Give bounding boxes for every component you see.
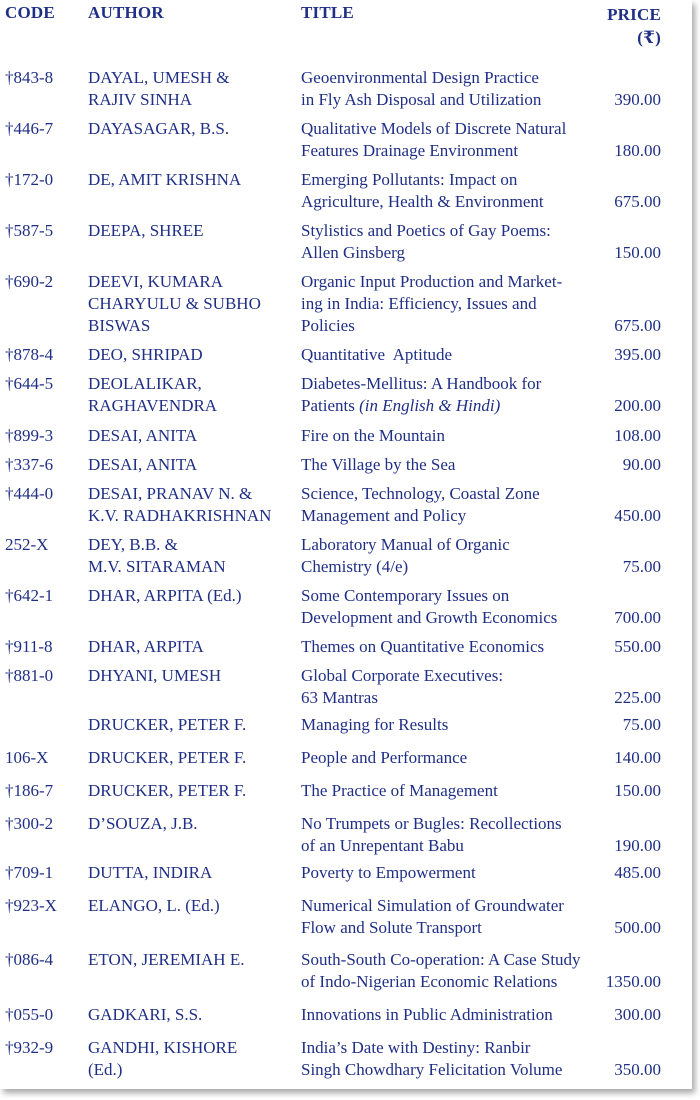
row-author: DESAI, ANITA xyxy=(88,426,198,445)
row-author: DRUCKER, PETER F. xyxy=(88,781,247,800)
row-price: 675.00 xyxy=(614,316,661,335)
row-title-text: People and Performance xyxy=(301,748,468,767)
row-title-text: South-South Co-operation: A Case Study of Indo-Nigerian Economic Relations xyxy=(301,950,581,991)
table-row xyxy=(0,67,692,111)
row-author: D’SOUZA, J.B. xyxy=(88,814,198,833)
row-title xyxy=(301,220,601,264)
row-code: †923-X xyxy=(5,896,57,915)
row-price: 150.00 xyxy=(614,243,661,262)
row-author: DAYASAGAR, B.S. xyxy=(88,119,230,138)
row-author: DEEVI, KUMARA CHARYULU & SUBHO BISWAS xyxy=(88,272,261,335)
row-price: 108.00 xyxy=(614,426,661,445)
row-price: 450.00 xyxy=(614,506,661,525)
row-title-text: The Village by the Sea xyxy=(301,455,456,474)
table-row xyxy=(0,220,692,264)
table-row xyxy=(0,483,692,527)
row-code: †644-5 xyxy=(5,374,54,393)
table-row xyxy=(0,169,692,213)
row-code: †055-0 xyxy=(5,1005,54,1024)
header-title: TITLE xyxy=(301,3,354,22)
row-title-text: Organic Input Production and Market- ing in India: Efficiency, Issues and Policies xyxy=(301,272,563,335)
row-code: †444-0 xyxy=(5,484,54,503)
row-author: DEEPA, SHREE xyxy=(88,221,204,240)
table-row xyxy=(0,344,692,366)
row-title-text: Managing for Results xyxy=(301,715,449,734)
row-price: 300.00 xyxy=(614,1005,661,1024)
row-price: 180.00 xyxy=(614,141,661,160)
row-title xyxy=(301,585,601,629)
row-price: 550.00 xyxy=(614,637,661,656)
row-author: GANDHI, KISHORE (Ed.) xyxy=(88,1038,238,1079)
row-code: 252-X xyxy=(5,535,49,554)
row-price: 140.00 xyxy=(614,748,661,767)
row-title-text: Innovations in Public Administration xyxy=(301,1005,553,1024)
table-row xyxy=(0,862,692,884)
row-author: DRUCKER, PETER F. xyxy=(88,715,247,734)
row-author: ETON, JEREMIAH E. xyxy=(88,950,245,969)
row-code: †172-0 xyxy=(5,170,54,189)
row-price: 700.00 xyxy=(614,608,661,627)
row-price: 200.00 xyxy=(614,396,661,415)
table-row xyxy=(0,425,692,447)
row-title xyxy=(301,636,601,658)
row-author: DUTTA, INDIRA xyxy=(88,863,213,882)
row-title xyxy=(301,665,601,709)
row-title xyxy=(301,895,601,939)
row-price: 190.00 xyxy=(614,836,661,855)
row-title-text: Fire on the Mountain xyxy=(301,426,446,445)
row-title-text: Global Corporate Executives: 63 Mantras xyxy=(301,666,504,707)
header-price xyxy=(607,3,661,49)
row-title-text: India’s Date with Destiny: Ranbir Singh Chowdhary Felicitation Volume xyxy=(301,1038,563,1079)
table-row xyxy=(0,714,692,736)
row-title-text: Stylistics and Poetics of Gay Poems: Allen Ginsberg xyxy=(301,221,551,262)
row-title xyxy=(301,813,601,857)
row-title-text: Some Contemporary Issues on Development and Growth Economics xyxy=(301,586,558,627)
row-price: 75.00 xyxy=(622,557,661,576)
table-row xyxy=(0,636,692,658)
table-header xyxy=(0,3,692,49)
table-row xyxy=(0,118,692,162)
table-row xyxy=(0,585,692,629)
row-title-text: Science, Technology, Coastal Zone Management and Policy xyxy=(301,484,540,525)
row-code: †086-4 xyxy=(5,950,54,969)
row-code: †878-4 xyxy=(5,345,54,364)
row-title-text: Quantitative Aptitude xyxy=(301,345,453,364)
row-title xyxy=(301,1037,601,1081)
row-price: 1350.00 xyxy=(605,972,661,991)
row-author: DESAI, ANITA xyxy=(88,455,198,474)
row-title xyxy=(301,949,601,993)
row-title xyxy=(301,1004,601,1026)
row-author: DEO, SHRIPAD xyxy=(88,345,203,364)
row-price: 395.00 xyxy=(614,345,661,364)
table-row xyxy=(0,454,692,476)
row-author: GADKARI, S.S. xyxy=(88,1005,203,1024)
row-code: †446-7 xyxy=(5,119,54,138)
table-row xyxy=(0,949,692,993)
row-price: 485.00 xyxy=(614,863,661,882)
row-price: 75.00 xyxy=(622,715,661,734)
row-title-text: Diabetes-Mellitus: A Handbook for Patients xyxy=(301,374,542,415)
row-code: †690-2 xyxy=(5,272,54,291)
row-title xyxy=(301,373,601,417)
row-code: †911-8 xyxy=(5,637,53,656)
row-code: †186-7 xyxy=(5,781,54,800)
row-title-text: Poverty to Empowerment xyxy=(301,863,476,882)
table-row xyxy=(0,1037,692,1081)
row-title xyxy=(301,118,601,162)
row-title-text: No Trumpets or Bugles: Recollections of an Unrepentant Babu xyxy=(301,814,562,855)
row-code: †709-1 xyxy=(5,863,54,882)
table-row xyxy=(0,813,692,857)
row-title-text: Emerging Pollutants: Impact on Agriculture, Health & Environment xyxy=(301,170,544,211)
row-title-text: Numerical Simulation of Groundwater Flow and Solute Transport xyxy=(301,896,564,937)
row-author: DAYAL, UMESH & RAJIV SINHA xyxy=(88,68,230,109)
row-title-text: Laboratory Manual of Organic Chemistry (4/e) xyxy=(301,535,510,576)
row-code: 106-X xyxy=(5,748,49,767)
row-price: 675.00 xyxy=(614,192,661,211)
table-row xyxy=(0,271,692,337)
row-title xyxy=(301,454,601,476)
table-row xyxy=(0,1004,692,1026)
table-row xyxy=(0,780,692,802)
row-title-text: Themes on Quantitative Economics xyxy=(301,637,545,656)
row-title-text: Geoenvironmental Design Practice in Fly Ash Disposal and Utilization xyxy=(301,68,542,109)
header-author: AUTHOR xyxy=(88,3,164,22)
row-author: DHYANI, UMESH xyxy=(88,666,222,685)
row-price: 225.00 xyxy=(614,688,661,707)
row-title-italic: (in English & Hindi) xyxy=(359,396,501,415)
row-code: †899-3 xyxy=(5,426,54,445)
table-row xyxy=(0,373,692,417)
row-author: DEOLALIKAR, RAGHAVENDRA xyxy=(88,374,218,415)
row-title xyxy=(301,271,601,337)
row-code: †642-1 xyxy=(5,586,54,605)
row-author: DESAI, PRANAV N. & K.V. RADHAKRISHNAN xyxy=(88,484,272,525)
row-author: DE, AMIT KRISHNA xyxy=(88,170,242,189)
row-title xyxy=(301,862,601,884)
row-author: DHAR, ARPITA (Ed.) xyxy=(88,586,242,605)
row-code: †300-2 xyxy=(5,814,54,833)
row-title xyxy=(301,534,601,578)
row-title xyxy=(301,169,601,213)
row-title xyxy=(301,67,601,111)
table-row xyxy=(0,747,692,769)
row-author: DRUCKER, PETER F. xyxy=(88,748,247,767)
row-price: 150.00 xyxy=(614,781,661,800)
row-author: DHAR, ARPITA xyxy=(88,637,204,656)
row-title xyxy=(301,425,601,447)
table-row xyxy=(0,895,692,939)
header-price-label: PRICE xyxy=(607,5,661,24)
row-code: †843-8 xyxy=(5,68,54,87)
row-price: 500.00 xyxy=(614,918,661,937)
row-price: 390.00 xyxy=(614,90,661,109)
row-title-text: The Practice of Management xyxy=(301,781,498,800)
row-title xyxy=(301,483,601,527)
row-price: 90.00 xyxy=(622,455,661,474)
header-price-currency: (₹) xyxy=(637,28,661,47)
header-code: CODE xyxy=(5,3,55,22)
row-price: 350.00 xyxy=(614,1060,661,1079)
table-row xyxy=(0,665,692,709)
row-author: DEY, B.B. & M.V. SITARAMAN xyxy=(88,535,226,576)
row-code: †881-0 xyxy=(5,666,54,685)
row-code: †932-9 xyxy=(5,1038,54,1057)
row-code: †337-6 xyxy=(5,455,54,474)
row-code: †587-5 xyxy=(5,221,54,240)
row-title xyxy=(301,780,601,802)
row-title-text: Qualitative Models of Discrete Natural Features Drainage Environment xyxy=(301,119,567,160)
table-row xyxy=(0,534,692,578)
row-author: ELANGO, L. (Ed.) xyxy=(88,896,220,915)
row-title xyxy=(301,344,601,366)
row-title xyxy=(301,714,601,736)
row-title xyxy=(301,747,601,769)
